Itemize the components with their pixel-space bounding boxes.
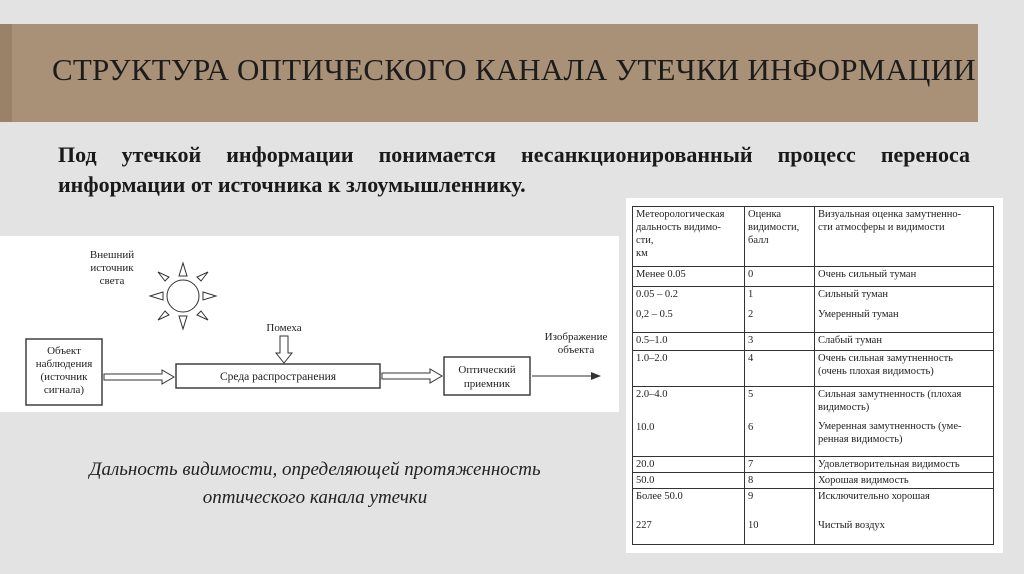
image-label-1: Изображение [544, 331, 608, 343]
table-row: 20.0 7 Удовлетворительная видимость [633, 457, 994, 473]
table-row: 0.05 – 0.2 0,2 – 0.5 1 2 Сильный туман Умеренный туман [633, 287, 994, 333]
title-band-stripe [0, 24, 12, 122]
caption-line-1: Дальность видимости, определяющей протяженность [89, 459, 541, 480]
channel-diagram-svg [0, 236, 619, 412]
definition-text: Под утечкой информации понимается несанкционированный процесс переноса информации от источника к злоумышленнику. [58, 142, 970, 197]
table-row: Более 50.0 227 9 10 Исключительно хорошая Чистый воздух [633, 489, 994, 545]
sun-icon [150, 263, 216, 329]
light-source-label-2: источник [90, 262, 134, 274]
caption-line-2: оптического канала утечки [202, 487, 428, 508]
object-label-1: Объект [47, 345, 81, 357]
header-distance: Метеорологическая дальность видимо- сти, км [633, 207, 745, 267]
receiver-label-1: Оптический [458, 364, 516, 376]
table-header-row [633, 207, 994, 267]
medium-label: Среда распространения [219, 371, 337, 383]
table-row: 0.5–1.0 3 Слабый туман [633, 333, 994, 351]
table-row: 50.0 8 Хорошая видимость [633, 473, 994, 489]
object-label-4: сигнала) [43, 384, 85, 396]
arrow-medium-to-receiver [382, 369, 442, 383]
arrow-object-to-medium [104, 370, 174, 384]
noise-arrow [276, 336, 292, 363]
noise-label: Помеха [266, 322, 302, 334]
table-row: 2.0–4.0 10.0 5 6 Сильная замутненность (плохая видимость) Умеренная замутненность (уме- ренная видимость) [633, 387, 994, 457]
diagram-caption [20, 456, 610, 512]
object-label-3: (источник [40, 371, 88, 383]
light-source-label-3: света [99, 275, 125, 287]
channel-diagram [0, 236, 619, 412]
light-source-label-1: Внешний [89, 249, 135, 261]
header-score: Оценка видимости, балл [745, 207, 815, 267]
visibility-table [632, 206, 994, 545]
slide-title: СТРУКТУРА ОПТИЧЕСКОГО КАНАЛА УТЕЧКИ ИНФОРМАЦИИ [52, 52, 976, 87]
header-visual: Визуальная оценка замутненно- сти атмосферы и видимости [815, 207, 994, 267]
table-row: 1.0–2.0 4 Очень сильная замутненность (очень плохая видимость) [633, 351, 994, 387]
object-label-2: наблюдения [35, 358, 93, 370]
table-row: Менее 0.05 0 Очень сильный туман [633, 267, 994, 287]
receiver-label-2: приемник [463, 378, 511, 390]
visibility-table-panel [626, 198, 1003, 553]
image-label-2: объекта [557, 344, 595, 356]
